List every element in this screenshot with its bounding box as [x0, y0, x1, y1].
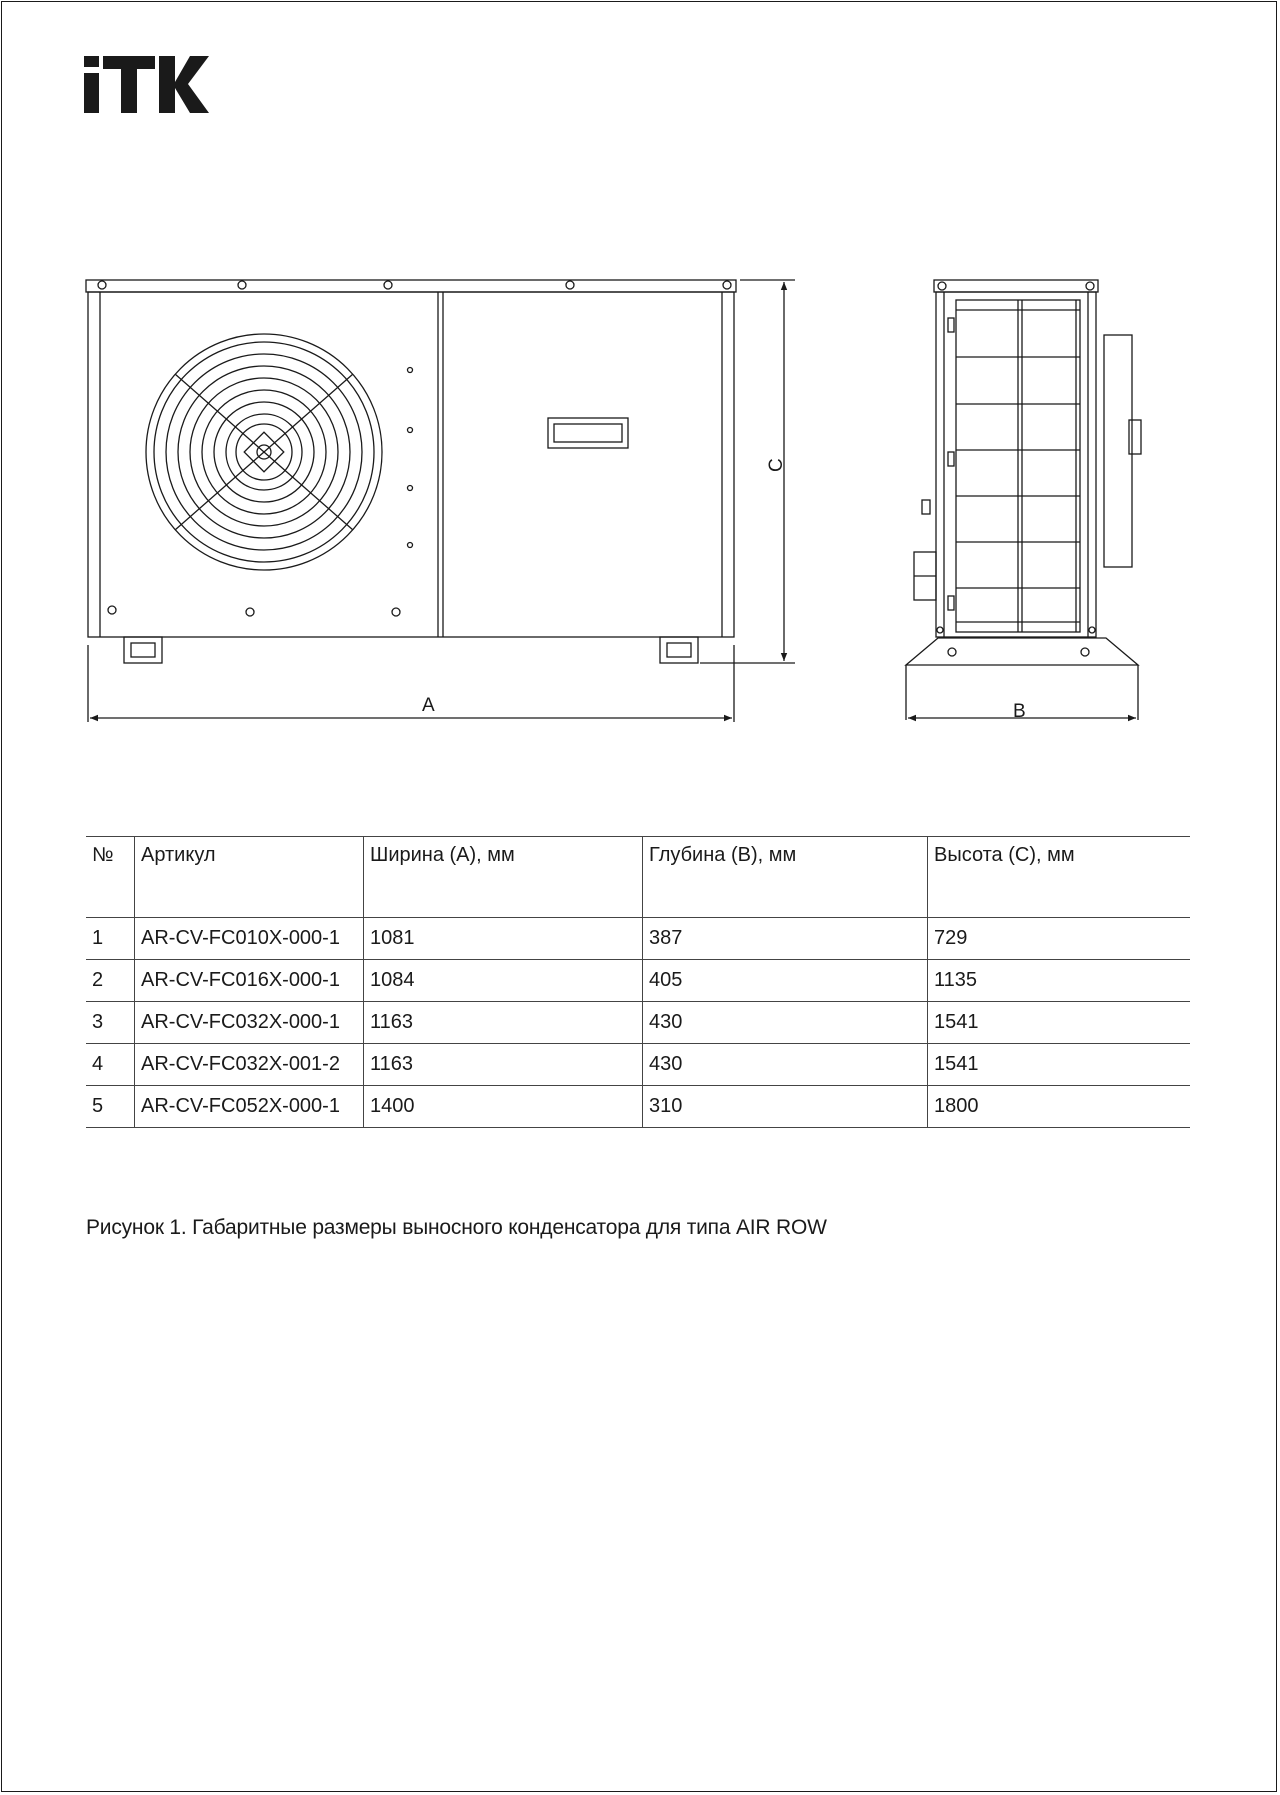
cell-number: 4 [86, 1044, 135, 1086]
side-view [906, 280, 1141, 720]
figure-caption: Рисунок 1. Габаритные размеры выносного конденсатора для типа AIR ROW [86, 1216, 827, 1239]
dimension-label-a: A [422, 695, 435, 716]
cell-height: 1541 [928, 1044, 1191, 1086]
table-header-row [86, 837, 1190, 918]
technical-drawing [0, 0, 1280, 760]
cell-depth: 310 [643, 1086, 928, 1128]
cell-width: 1084 [364, 960, 643, 1002]
dimension-label-b: B [1013, 701, 1026, 722]
table-row [86, 1044, 1190, 1086]
cell-article: AR-CV-FC016X-000-1 [135, 960, 364, 1002]
table-row [86, 960, 1190, 1002]
cell-number: 1 [86, 918, 135, 960]
header-number: № [86, 837, 135, 918]
cell-depth: 405 [643, 960, 928, 1002]
cell-depth: 430 [643, 1044, 928, 1086]
table-row [86, 1086, 1190, 1128]
cell-number: 5 [86, 1086, 135, 1128]
cell-height: 729 [928, 918, 1191, 960]
cell-height: 1800 [928, 1086, 1191, 1128]
cell-article: AR-CV-FC052X-000-1 [135, 1086, 364, 1128]
header-height: Высота (С), мм [928, 837, 1191, 918]
cell-width: 1163 [364, 1002, 643, 1044]
cell-height: 1541 [928, 1002, 1191, 1044]
front-view [86, 280, 736, 663]
cell-number: 3 [86, 1002, 135, 1044]
cell-height: 1135 [928, 960, 1191, 1002]
cell-number: 2 [86, 960, 135, 1002]
table-row [86, 918, 1190, 960]
cell-width: 1400 [364, 1086, 643, 1128]
header-article: Артикул [135, 837, 364, 918]
cell-article: AR-CV-FC032X-000-1 [135, 1002, 364, 1044]
table-row [86, 1002, 1190, 1044]
cell-article: AR-CV-FC032X-001-2 [135, 1044, 364, 1086]
cell-width: 1163 [364, 1044, 643, 1086]
cell-article: AR-CV-FC010X-000-1 [135, 918, 364, 960]
header-width: Ширина (А), мм [364, 837, 643, 918]
cell-depth: 430 [643, 1002, 928, 1044]
cell-width: 1081 [364, 918, 643, 960]
dimensions-table [86, 836, 1190, 1128]
cell-depth: 387 [643, 918, 928, 960]
dimension-label-c: C [766, 458, 787, 472]
header-depth: Глубина (В), мм [643, 837, 928, 918]
